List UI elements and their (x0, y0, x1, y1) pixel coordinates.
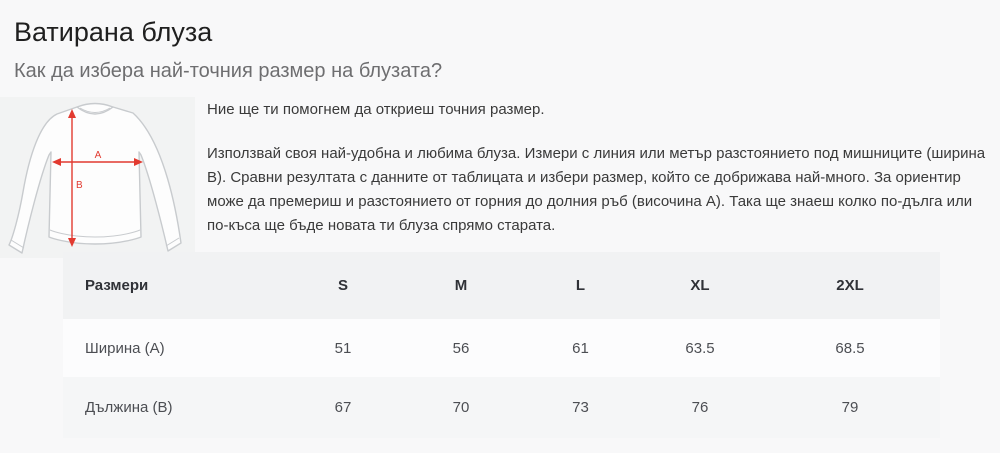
page-subtitle: Как да избера най-точния размер на блузата? (14, 60, 443, 82)
shirt-measurement-diagram (0, 97, 195, 258)
size-column-header-2xl: 2XL (836, 277, 864, 294)
width-value-m: 56 (452, 339, 470, 357)
length-value-l: 73 (572, 399, 589, 416)
length-row-label: Дължина (B) (85, 399, 173, 416)
size-column-header-l: L (575, 277, 586, 294)
width-row-label: Ширина (A) (85, 339, 165, 357)
size-table-title: Размери (85, 277, 149, 294)
length-arrow-label: B (76, 180, 83, 191)
shirt-outline (9, 107, 181, 253)
width-arrow-label: A (94, 150, 102, 161)
width-value-l: 61 (572, 339, 589, 357)
width-value-s: 51 (334, 339, 352, 357)
length-value-s: 67 (334, 399, 352, 416)
length-value-2xl: 79 (841, 399, 859, 416)
length-value-xl: 76 (691, 399, 709, 416)
size-column-header-m: M (454, 277, 468, 294)
length-value-m: 70 (452, 399, 470, 416)
width-value-xl: 63.5 (685, 339, 715, 357)
page-title: Ватирана блуза (14, 17, 213, 47)
size-column-header-s: S (337, 277, 348, 294)
length-row (63, 377, 940, 438)
intro-text-block (207, 100, 987, 238)
intro-paragraph-2: Използвай своя най-удобна и любима блуза. Измери с линия или метър разстоянието под мишниците (ширина В). Сравни резултата с данните от таблицата и избери размер, който се добрижава най-много. За ориентир може да премериш и разстоянието от горния до долния ръб (височина А). Така ще знаеш колко по-дълга или по-къса ще бъде новата ти блуза спрямо старата. (207, 145, 986, 234)
size-table (63, 252, 940, 438)
size-column-header-xl: XL (690, 277, 710, 294)
width-row (63, 319, 940, 377)
intro-paragraph-1: Ние ще ти помогнем да откриеш точния размер. (207, 101, 545, 118)
width-value-2xl: 68.5 (835, 339, 865, 357)
shirt-illustration (0, 97, 195, 258)
size-table-header-row (63, 252, 940, 319)
